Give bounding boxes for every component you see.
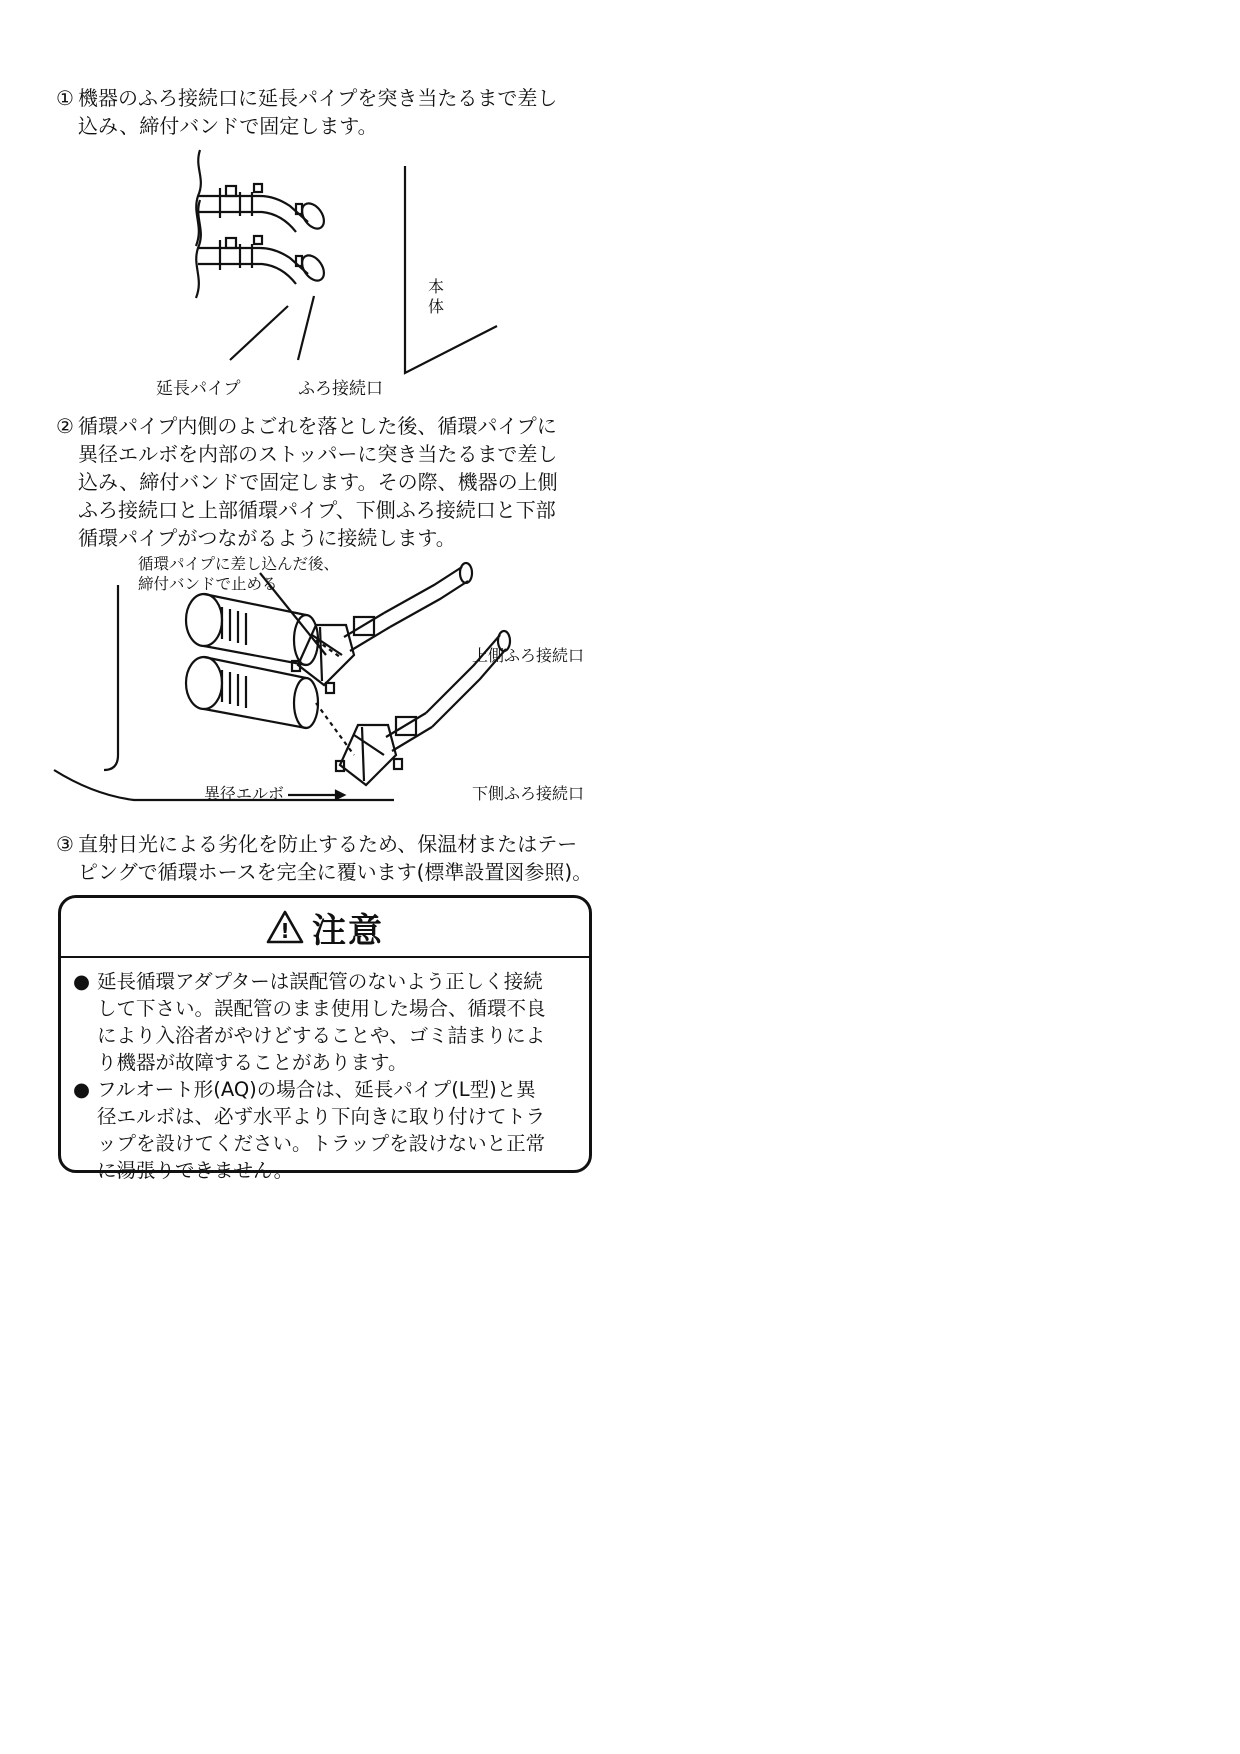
step-text: 循環パイプ内側のよごれを落とした後、循環パイプに 異径エルボを内部のストッパーに突き当たるまで差し 込み、締付バンドで固定します。その際、機器の上側 ふろ接続口と上部循環パイプ、下側ふろ接続口と下部 循環パイプがつながるように接続します。 (78, 414, 558, 550)
callout-text-line2: 締付バンドで止める (138, 575, 278, 593)
figure-extension-pipe-diagram (156, 148, 500, 399)
label-body-2: 体 (428, 297, 445, 316)
label-upper-port: 上側ふろ接続口 (472, 646, 585, 665)
step-3 (56, 830, 596, 886)
callout-text-line1: 循環パイプに差し込んだ後、 (138, 555, 340, 573)
caution-box (58, 895, 592, 1182)
bullet-icon: ● (73, 1078, 91, 1101)
label-reducing-elbow: 異径エルボ (204, 784, 285, 803)
label-body-1: 本 (428, 277, 445, 296)
lower-extension-pipe (198, 236, 328, 285)
caution-title: 注意 (312, 910, 384, 951)
label-lower-port: 下側ふろ接続口 (472, 784, 585, 803)
label-bath-port: ふろ接続口 (298, 379, 383, 399)
caution-list (61, 958, 589, 1184)
lower-circulation-pipe (186, 657, 318, 728)
figure-elbow-connection-diagram (54, 555, 599, 815)
bullet-icon: ● (73, 970, 91, 993)
svg-text:!: ! (280, 919, 290, 943)
step-number: ③ (56, 832, 74, 856)
upper-elbow (292, 563, 472, 693)
step-2 (56, 412, 596, 552)
caution-item: ● フルオート形(AQ)の場合は、延長パイプ(L型)と異 径エルボは、必ず水平より下向きに取り付けてトラ ップを設けてください。トラップを設けないと正常 に湯張りできません。 (73, 1078, 546, 1182)
upper-extension-pipe (198, 184, 328, 233)
warning-triangle-icon (266, 910, 304, 944)
caution-header (61, 898, 589, 958)
step-number: ① (56, 86, 74, 110)
step-1 (56, 84, 596, 140)
step-text: 機器のふろ接続口に延長パイプを突き当たるまで差し 込み、締付バンドで固定します。 (78, 86, 558, 138)
unit-body-outline (405, 166, 497, 373)
label-extension-pipe: 延長パイプ (156, 379, 241, 399)
upper-circulation-pipe (186, 594, 318, 665)
step-number: ② (56, 414, 74, 438)
step-text: 直射日光による劣化を防止するため、保温材またはテー ピングで循環ホースを完全に覆います(標準設置図参照)。 (78, 832, 593, 884)
leader-line-pipe (230, 306, 288, 360)
caution-item: ● 延長循環アダプターは誤配管のないよう正しく接続 して下さい。誤配管のまま使用した場合、循環不良 により入浴者がやけどすることや、ゴミ詰まりによ り機器が故障することがあります。 (73, 970, 546, 1074)
leader-line-port (298, 296, 314, 360)
